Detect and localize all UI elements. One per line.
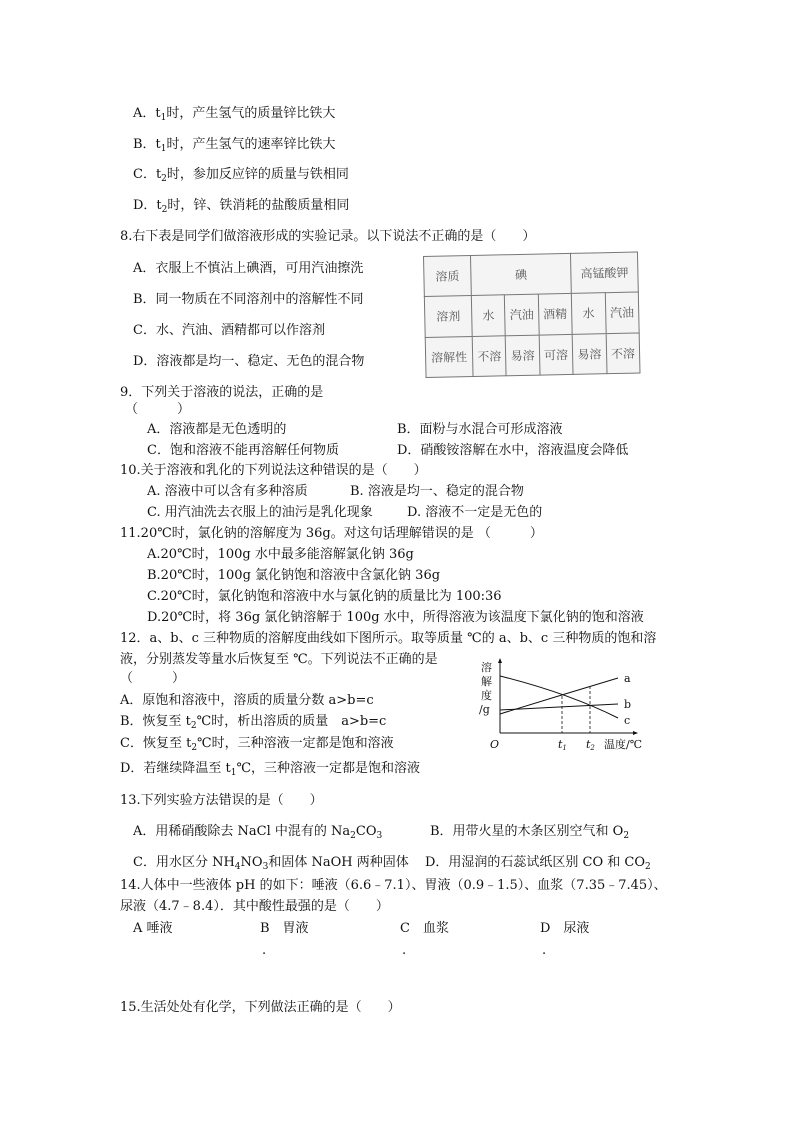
q13-option-a: A．用稀硝酸除去 NaCl 中混有的 $Na_2CO_3$ xyxy=(133,824,383,841)
q12-stem-line2: 液，分别蒸发等量水后恢复至 ℃。下列说法不正确的是 xyxy=(120,652,438,667)
q14-option-d: D 尿液 xyxy=(540,921,590,936)
y-axis-label: /g xyxy=(479,703,490,716)
table-cell: 高锰酸钾 xyxy=(571,252,639,294)
table-cell: 汽油 xyxy=(505,294,539,335)
table-row-label: 溶剂 xyxy=(424,296,472,337)
q11-option-a: A.20℃时，100g 水中最多能溶解氯化钠 36g xyxy=(147,547,414,562)
q15-stem: 15.生活处处有化学，下列做法正确的是（ ） xyxy=(120,1000,401,1015)
q14-stem-line2: 尿液（4.7﹣8.4）．其中酸性最强的是（ ） xyxy=(120,899,389,914)
curve-label-a: a xyxy=(624,672,631,685)
origin-label: O xyxy=(490,738,500,751)
table-cell: 水 xyxy=(571,293,605,334)
q8-option-d: D．溶液都是均一、稳定、无色的混合物 xyxy=(133,354,365,369)
table-cell: 可溶 xyxy=(539,334,573,375)
q8-option-b: B．同一物质在不同溶剂中的溶解性不同 xyxy=(133,292,364,307)
table-cell: 酒精 xyxy=(538,294,572,335)
q12-option-a: A．原饱和溶液中，溶质的质量分数 a>b=c xyxy=(120,693,374,708)
table-row-label: 溶质 xyxy=(424,256,472,297)
q10-option-b: B. 溶液是均一、稳定的混合物 xyxy=(350,484,524,499)
q10-option-c: C. 用汽油洗去衣服上的油污是乳化现象 xyxy=(147,505,373,520)
q7-option-c: C．$t_2$时，参加反应锌的质量与铁相同 xyxy=(133,167,349,184)
q7-option-d: D．$t_2$时，锌、铁消耗的盐酸质量相同 xyxy=(133,198,350,215)
y-axis-label: 度 xyxy=(481,689,492,702)
q7-option-b: B．$t_1$时，产生氢气的速率锌比铁大 xyxy=(133,137,336,154)
table-cell: 水 xyxy=(471,295,505,336)
q13-option-d: D．用湿润的石蕊试纸区别 CO 和 $CO_2$ xyxy=(425,855,651,872)
q10-option-a: A. 溶液中可以含有多种溶质 xyxy=(147,484,308,499)
q7-option-a: A．$t_1$时，产生氢气的质量锌比铁大 xyxy=(133,106,336,123)
q12-option-c: C．恢复至 $t_2℃$时，三种溶液一定都是饱和溶液 xyxy=(120,736,394,753)
table-cell: 易溶 xyxy=(506,335,540,376)
t1-label: t1 xyxy=(558,738,567,752)
x-axis-label: 温度/℃ xyxy=(604,738,643,751)
q9-stem: 9．下列关于溶液的说法，正确的是 xyxy=(120,385,324,400)
y-axis-label: 溶 xyxy=(481,661,492,674)
q10-option-d: D. 溶液不一定是无色的 xyxy=(407,505,543,520)
q13-option-c: C．用水区分 $NH_4NO_3$和固体 NaOH 两种固体 xyxy=(133,855,409,872)
curve-label-c: c xyxy=(624,714,631,727)
q12-option-d: D．若继续降温至 $t_1℃$，三种溶液一定都是饱和溶液 xyxy=(120,761,421,778)
curve-c xyxy=(500,676,618,718)
curve-b xyxy=(500,704,618,710)
q8-option-c: C．水、汽油、酒精都可以作溶剂 xyxy=(133,323,325,338)
solubility-curve-graph xyxy=(478,658,658,753)
y-axis-label: 解 xyxy=(481,675,492,688)
q14-option-a: A 唾液 xyxy=(133,921,173,936)
q9-paren: （ ） xyxy=(125,402,191,417)
q12-option-b: B．恢复至 $t_2℃$时，析出溶质的质量 a>b=c xyxy=(120,714,387,731)
table-cell: 碘 xyxy=(471,253,572,295)
table-cell: 不溶 xyxy=(606,333,640,374)
q12-paren: （ ） xyxy=(120,671,186,686)
q14-stem-line1: 14.人体中一些液体 pH 的如下：唾液（6.6﹣7.1）、胃液（0.9﹣1.5）、血浆（7.35﹣7.45）、 xyxy=(120,878,667,893)
q13-stem: 13.下列实验方法错误的是（ ） xyxy=(120,793,323,808)
table-row-label: 溶解性 xyxy=(425,336,473,377)
q8-option-a: A．衣服上不慎沾上碘酒，可用汽油擦洗 xyxy=(133,261,364,276)
table-cell: 易溶 xyxy=(572,333,606,374)
dot-mark: . xyxy=(542,943,547,958)
q9-option-b: B．面粉与水混合可形成溶液 xyxy=(397,422,563,437)
q14-option-b: B 胃液 xyxy=(260,921,309,936)
q9-option-a: A．溶液都是无色透明的 xyxy=(147,422,287,437)
y-axis-arrow xyxy=(498,658,502,663)
q9-option-d: D．硝酸铵溶解在水中，溶液温度会降低 xyxy=(397,443,629,458)
curve-label-b: b xyxy=(624,698,632,711)
q8-stem: 8.右下表是同学们做溶液形成的实验记录。以下说法不正确的是（ ） xyxy=(120,229,536,244)
q14-option-c: C 血浆 xyxy=(400,921,449,936)
q11-option-d: D.20℃时，将 36g 氯化钠溶解于 100g 水中，所得溶液为该温度下氯化钠的饱和溶液 xyxy=(147,610,644,625)
q13-option-b: B．用带火星的木条区别空气和 $O_2$ xyxy=(430,824,630,841)
q9-option-c: C．饱和溶液不能再溶解任何物质 xyxy=(147,443,339,458)
table-cell: 汽油 xyxy=(605,292,639,333)
q11-stem: 11.20℃时，氯化钠的溶解度为 36g。对这句话理解错误的是 （ ） xyxy=(120,526,543,541)
q12-stem-line1: 12．a、b、c 三种物质的溶解度曲线如下图所示。取等质量 ℃的 a、b、c 三种物质的饱和溶 xyxy=(120,631,657,646)
dot-mark: . xyxy=(262,943,267,958)
table-cell: 不溶 xyxy=(472,335,506,376)
solvent-table xyxy=(423,251,641,377)
q11-option-b: B.20℃时，100g 氯化钠饱和溶液中含氯化钠 36g xyxy=(147,568,441,583)
q11-option-c: C.20℃时，氯化钠饱和溶液中水与氯化钠的质量比为 100:36 xyxy=(147,589,502,604)
q10-stem: 10.关于溶液和乳化的下列说法这种错误的是（ ） xyxy=(120,463,427,478)
x-axis-arrow xyxy=(633,731,638,735)
dot-mark: . xyxy=(402,943,407,958)
t2-label: t2 xyxy=(586,738,595,752)
